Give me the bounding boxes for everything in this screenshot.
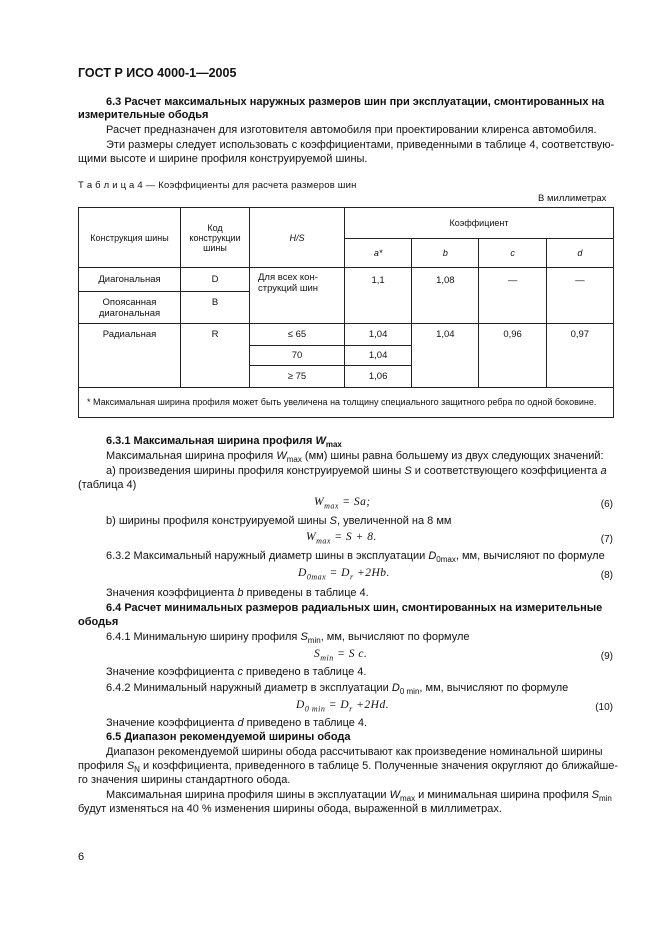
- symbol: d: [237, 717, 244, 729]
- section-6-3-title-line2: измерительные ободья: [78, 109, 209, 121]
- equation-rhs: = D: [325, 699, 350, 711]
- symbol-sub: 0 min: [304, 704, 326, 714]
- text: приведено в таблице 4.: [246, 666, 367, 678]
- cell: Диагональная: [79, 268, 181, 292]
- paragraph: Эти размеры следует использовать с коэффициентами, приведенными в таблице 4, соответствую-: [106, 139, 615, 151]
- text: 6.4.2 Минимальный наружный диаметр в эксплуатации: [106, 682, 389, 694]
- symbol: W: [306, 531, 317, 543]
- cell: Опоясанная диагональная: [79, 292, 181, 324]
- equation-number: (6): [600, 499, 613, 510]
- symbol-sub: 0max: [436, 555, 456, 565]
- page-number: 6: [78, 851, 85, 863]
- paragraph: Диапазон рекомендуемой ширины обода рассчитывают как произведение номинальной ширины: [106, 746, 603, 758]
- symbol: W: [314, 496, 325, 508]
- text: , мм, вычисляют по формуле: [455, 550, 605, 562]
- paragraph: щими высоте и ширине профиля конструируемой шины.: [78, 153, 368, 165]
- text: 6.3.2 Максимальный наружный диаметр шины в эксплуатации: [106, 550, 426, 562]
- section-6-5-title: 6.5 Диапазон рекомендуемой ширины обода: [106, 731, 351, 743]
- paragraph: Расчет предназначен для изготовителя автомобиля при проектировании клиренса автомобиля.: [106, 124, 597, 136]
- text: Максимальная ширина профиля шины в эксплуатации: [106, 789, 387, 801]
- text: b) ширины профиля конструируемой шины: [106, 515, 327, 527]
- paragraph: [106, 681, 568, 699]
- symbol-sub: max: [324, 501, 339, 511]
- symbol-sub: r: [349, 572, 354, 582]
- cell: 1,06: [345, 366, 412, 388]
- symbol: S: [126, 760, 135, 772]
- equation-rhs: = S + 8.: [330, 531, 377, 543]
- table-caption: Т а б л и ц а 4 — Коэффициенты для расчета размеров шин: [78, 180, 357, 191]
- symbol: W: [276, 450, 287, 462]
- symbol: D: [298, 567, 307, 579]
- symbol-sub: N: [134, 765, 140, 775]
- text: Значение коэффициента: [106, 717, 235, 729]
- col-header-coefficient: Коэффициент: [345, 208, 614, 239]
- symbol: a: [600, 465, 607, 477]
- col-header-construction: Конструкция шины: [79, 208, 181, 268]
- symbol: D: [296, 699, 305, 711]
- equation-rhs: = D: [326, 567, 350, 579]
- cell: 70: [250, 346, 345, 366]
- equation-rhs: = Sa;: [338, 496, 371, 508]
- symbol: c: [237, 666, 243, 678]
- symbol: S: [300, 631, 308, 643]
- text: Максимальная ширина профиля: [106, 450, 277, 462]
- cell: 0,96: [479, 324, 546, 388]
- text: 6.4.1 Минимальную ширину профиля: [106, 631, 298, 643]
- cell: ≤ 65: [250, 324, 345, 346]
- symbol-sub: max: [286, 455, 302, 465]
- section-6-4-title-line1: 6.4 Расчет минимальных размеров радиальных шин, смонтированных на измерительные: [106, 602, 603, 614]
- symbol: D: [428, 550, 437, 562]
- paragraph: (таблица 4): [78, 479, 137, 491]
- col-header-d: d: [546, 239, 613, 268]
- section-6-4-title-line2: ободья: [78, 616, 119, 628]
- coefficient-table: [78, 207, 614, 418]
- cell: B: [181, 292, 250, 324]
- equation-rhs: = S c.: [333, 648, 368, 660]
- cell: 1,08: [412, 268, 479, 324]
- table-footnote: * Максимальная ширина профиля может быть увеличена на толщину специального защитного ребра по одной боковине.: [79, 388, 614, 418]
- paragraph: [106, 716, 367, 730]
- col-header-hs: H/S: [250, 208, 345, 268]
- symbol-sub: r: [349, 704, 353, 714]
- symbol-sub: max: [325, 440, 342, 450]
- paragraph: [106, 630, 470, 648]
- equation-rhs: +2Hd.: [352, 699, 390, 711]
- text: и соответствующего коэффициента: [414, 465, 598, 477]
- equation-10: [296, 699, 389, 713]
- equation-number: (8): [600, 570, 613, 581]
- cell: —: [546, 268, 613, 324]
- equation-number: (7): [600, 534, 613, 545]
- text: и коэффициента, приведенного в таблице 5. Полученные значения округляют до ближайше-: [143, 760, 619, 772]
- equation-rhs: +2Hb.: [353, 567, 390, 579]
- equation-8: [298, 567, 390, 581]
- equation-number: (9): [600, 651, 613, 662]
- col-header-c: c: [479, 239, 546, 268]
- text: Значения коэффициента: [106, 587, 235, 599]
- symbol-sub: max: [399, 794, 416, 804]
- symbol-sub: 0 min: [399, 687, 420, 697]
- symbol-sub: min: [307, 636, 321, 646]
- col-header-b: b: [412, 239, 479, 268]
- symbol: S: [591, 789, 599, 801]
- paragraph: [106, 586, 369, 600]
- paragraph: [106, 464, 607, 478]
- cell: ≥ 75: [250, 366, 345, 388]
- cell: 1,04: [345, 324, 412, 346]
- paragraph: [106, 514, 451, 528]
- symbol: W: [315, 435, 326, 447]
- col-header-code: Код конструкции шины: [181, 208, 250, 268]
- text: приведены в таблице 4.: [246, 587, 369, 599]
- equation-number: (10): [595, 702, 613, 713]
- symbol: S: [404, 465, 412, 477]
- text: Значение коэффициента: [106, 666, 235, 678]
- paragraph: [106, 549, 605, 567]
- symbol-sub: min: [320, 653, 334, 663]
- cell: Для всех кон-струкций шин: [250, 268, 345, 324]
- text: , мм, вычисляют по формуле: [320, 631, 470, 643]
- section-6-3-title-line1: 6.3 Расчет максимальных наружных размеров шин при эксплуатации, смонтированных на: [106, 96, 605, 108]
- cell: 1,1: [345, 268, 412, 324]
- paragraph: [106, 665, 366, 679]
- text: профиля: [78, 760, 124, 772]
- cell: 1,04: [345, 346, 412, 366]
- symbol: S: [314, 648, 321, 660]
- cell: 0,97: [546, 324, 613, 388]
- symbol-sub: max: [316, 536, 331, 546]
- cell: —: [479, 268, 546, 324]
- text: , увеличенной на 8 мм: [336, 515, 452, 527]
- col-header-a: a*: [345, 239, 412, 268]
- cell: 1,04: [412, 324, 479, 388]
- symbol: D: [391, 682, 400, 694]
- text: и минимальная ширина профиля: [418, 789, 589, 801]
- cell: Радиальная: [79, 324, 181, 388]
- symbol: S: [329, 515, 337, 527]
- page-header: ГОСТ Р ИСО 4000-1—2005: [78, 66, 237, 80]
- symbol-sub: min: [598, 794, 612, 804]
- text: а) произведения ширины профиля конструируемой шины: [106, 465, 402, 477]
- table-unit: В миллиметрах: [538, 193, 607, 204]
- symbol: b: [237, 587, 244, 599]
- cell: R: [181, 324, 250, 388]
- title-text: 6.3.1 Максимальная ширина профиля: [106, 435, 313, 447]
- text: приведено в таблице 4.: [246, 717, 368, 729]
- paragraph: будут изменяться на 40 % изменения ширины обода, выраженной в миллиметрах.: [78, 803, 502, 815]
- symbol: W: [389, 789, 400, 801]
- text: (мм) шины равна большему из двух следующих значений:: [301, 450, 604, 462]
- symbol-sub: 0max: [306, 572, 327, 582]
- cell: D: [181, 268, 250, 292]
- equation-6: [314, 496, 371, 510]
- equation-7: [306, 531, 377, 545]
- text: , мм, вычисляют по формуле: [419, 682, 569, 694]
- paragraph: го значения ширины стандартного обода.: [78, 774, 291, 786]
- equation-9: [314, 648, 367, 662]
